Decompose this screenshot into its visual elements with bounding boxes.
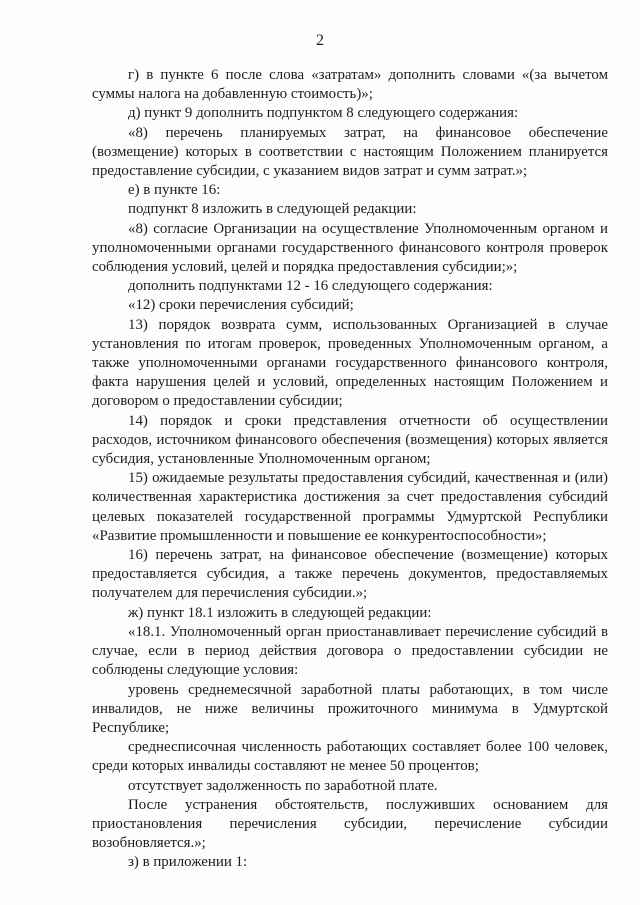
- paragraph: 16) перечень затрат, на финансовое обеспечение (возмещение) которых предоставляется субсидия, а также перечень документов, предоставляемых получателем для перечисления субсидии.»;: [92, 547, 608, 602]
- paragraph: После устранения обстоятельств, послуживших основанием для приостановления перечисления субсидии, перечисление субсидии возобновляется.»;: [92, 796, 608, 852]
- paragraph: з) в приложении 1:: [128, 854, 248, 871]
- paragraph: ж) пункт 18.1 изложить в следующей редакции:: [128, 604, 432, 621]
- paragraph: «18.1. Уполномоченный орган приостанавливает перечисление субсидий в случае, если в период действия договора о предоставлении субсидии не соблюдены следующие условия:: [92, 623, 608, 679]
- paragraph: «8) согласие Организации на осуществление Уполномоченным органом и уполномоченными органами государственного финансового контроля проверок соблюдения условий, целей и порядка предоставления субсидии;»;: [92, 220, 608, 276]
- paragraph: 14) порядок и сроки представления отчетности об осуществлении расходов, источником финансового обеспечения (возмещения) которых является субсидия, установленные Уполномоченным органом;: [92, 412, 608, 468]
- page-number: 2: [316, 32, 324, 49]
- document-body: [92, 66, 608, 873]
- paragraph: подпункт 8 изложить в следующей редакции:: [128, 201, 417, 218]
- paragraph: среднесписочная численность работающих составляет более 100 человек, среди которых инвалиды составляют не менее 50 процентов;: [92, 739, 608, 775]
- paragraph: 13) порядок возврата сумм, использованных Организацией в случае установления по итогам проверок, проведенных Уполномоченным органом, а также уполномоченными органами государственного финансового контроля, факта нарушения целей и условий, определенных настоящим Положением и договором о предоставлении субсидии;: [92, 316, 608, 410]
- paragraph: уровень среднемесячной заработной платы работающих, в том числе инвалидов, не ниже величины прожиточного минимума в Удмуртской Республике;: [92, 681, 608, 736]
- paragraph: е) в пункте 16:: [128, 182, 221, 199]
- paragraph: дополнить подпунктами 12 - 16 следующего содержания:: [128, 278, 493, 295]
- paragraph: отсутствует задолженность по заработной плате.: [128, 777, 438, 794]
- paragraph: «12) сроки перечисления субсидий;: [128, 297, 354, 314]
- paragraph: д) пункт 9 дополнить подпунктом 8 следующего содержания:: [128, 105, 519, 122]
- paragraph: «8) перечень планируемых затрат, на финансовое обеспечение (возмещение) которых в соответствии с настоящим Положением планируется предоставление субсидии, с указанием видов затрат и сумм затрат.»;: [92, 124, 608, 180]
- paragraph: 15) ожидаемые результаты предоставления субсидий, качественная и (или) количественная характеристика достижения за счет предоставления субсидий целевых показателей государственной программы Удмуртской Республики «Развитие промышленности и повышение ее конкурентоспособности»;: [92, 470, 608, 544]
- paragraph: г) в пункте 6 после слова «затратам» дополнить словами «(за вычетом суммы налога на добавленную стоимость)»;: [92, 67, 608, 103]
